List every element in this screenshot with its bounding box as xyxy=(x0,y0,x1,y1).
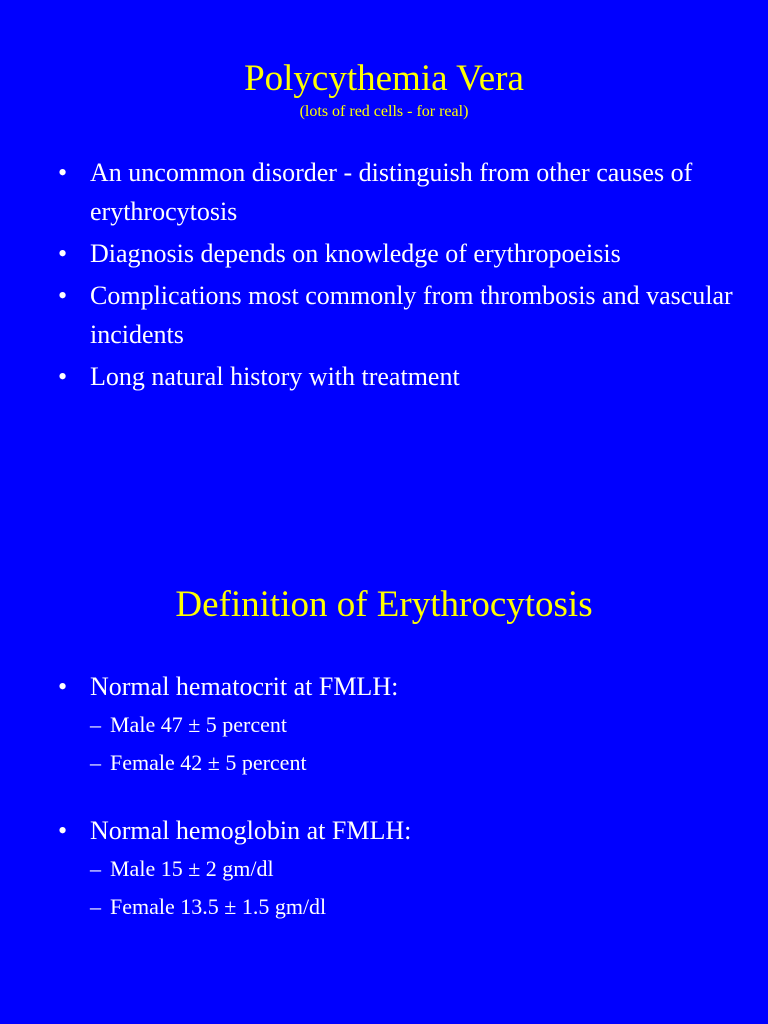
sub-item xyxy=(90,706,736,744)
bullet-icon: • xyxy=(58,672,68,701)
bullet-text: An uncommon disorder - distinguish from other causes of erythrocytosis xyxy=(90,158,693,226)
hemoglobin-sub-list xyxy=(56,850,736,926)
dash-icon: – xyxy=(90,712,101,737)
slide-definition-of-erythrocytosis xyxy=(0,512,768,1024)
bullet-text: Long natural history with treatment xyxy=(90,362,460,391)
bullet-icon: • xyxy=(58,281,68,310)
sub-item xyxy=(90,744,736,782)
bullet-item-hematocrit xyxy=(56,667,736,782)
sub-item xyxy=(90,888,736,926)
sub-item-text: Male 47 ± 5 percent xyxy=(110,712,288,737)
dash-icon: – xyxy=(90,750,101,775)
bullet-icon: • xyxy=(58,158,68,187)
bullet-icon: • xyxy=(58,239,68,268)
list-spacer xyxy=(56,785,736,811)
bullet-icon: • xyxy=(58,362,68,391)
slide-1-title: Polycythemia Vera xyxy=(244,58,524,99)
bullet-text: Normal hematocrit at FMLH: xyxy=(90,672,399,701)
sub-item-text: Female 42 ± 5 percent xyxy=(110,750,307,775)
bullet-icon: • xyxy=(58,816,68,845)
dash-icon: – xyxy=(90,894,101,919)
dash-icon: – xyxy=(90,856,101,881)
bullet-item-hemoglobin xyxy=(56,811,736,926)
bullet-item xyxy=(56,234,736,273)
slide-2-title: Definition of Erythrocytosis xyxy=(175,584,593,625)
bullet-item xyxy=(56,357,736,396)
hematocrit-sub-list xyxy=(56,706,736,782)
bullet-text: Normal hemoglobin at FMLH: xyxy=(90,816,412,845)
bullet-item xyxy=(56,276,736,354)
bullet-item xyxy=(56,153,736,231)
sub-item-text: Female 13.5 ± 1.5 gm/dl xyxy=(110,894,327,919)
slide-2-bullet-list xyxy=(56,667,736,929)
bullet-text: Diagnosis depends on knowledge of erythropoeisis xyxy=(90,239,621,268)
slide-1-subtitle: (lots of red cells - for real) xyxy=(299,103,469,120)
bullet-text: Complications most commonly from thrombosis and vascular incidents xyxy=(90,281,733,349)
sub-item xyxy=(90,850,736,888)
slide-1-bullet-list xyxy=(56,153,736,399)
sub-item-text: Male 15 ± 2 gm/dl xyxy=(110,856,274,881)
